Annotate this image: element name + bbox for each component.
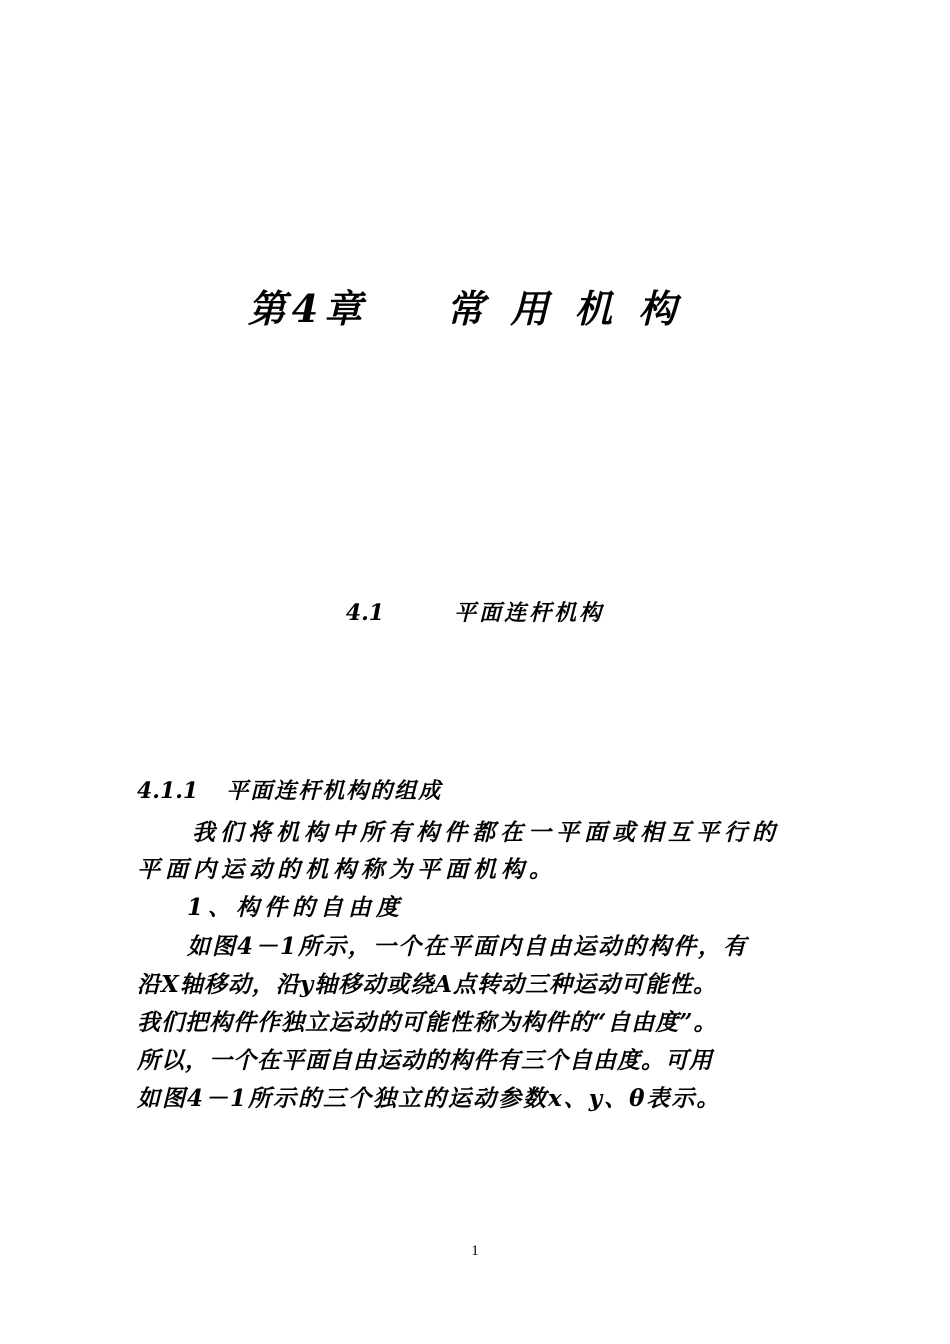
body-line-2: 平面内运动的机构称为平面机构。 bbox=[137, 856, 557, 883]
body-line-4: 如图4－1所示，一个在平面内自由运动的构件，有 bbox=[187, 933, 749, 960]
section-title: 平面连杆机构 bbox=[454, 600, 605, 626]
body-line-8: 如图4－1所示的三个独立的运动参数x、y、θ表示。 bbox=[137, 1085, 722, 1112]
section-heading bbox=[0, 596, 950, 627]
body-line-6: 我们把构件作独立运动的可能性称为构件的“自由度”。 bbox=[137, 1009, 718, 1036]
body-line-1: 我们将机构中所有构件都在一平面或相互平行的 bbox=[192, 819, 780, 846]
subsection-title: 平面连杆机构的组成 bbox=[226, 778, 443, 804]
body-line-5: 沿X轴移动，沿y轴移动或绕A点转动三种运动可能性。 bbox=[137, 971, 718, 998]
list-item-heading: 1、构件的自由度 bbox=[187, 894, 405, 921]
subsection-number: 4.1.1 bbox=[137, 778, 199, 804]
subsection-heading bbox=[137, 774, 442, 805]
body-line-7: 所以，一个在平面自由运动的构件有三个自由度。可用 bbox=[137, 1047, 713, 1074]
chapter-name: 常用机构 bbox=[446, 286, 703, 331]
section-number: 4.1 bbox=[345, 600, 385, 626]
chapter-number: 第4章 bbox=[247, 286, 369, 331]
page-number: 1 bbox=[471, 1243, 479, 1259]
chapter-title bbox=[0, 278, 950, 333]
